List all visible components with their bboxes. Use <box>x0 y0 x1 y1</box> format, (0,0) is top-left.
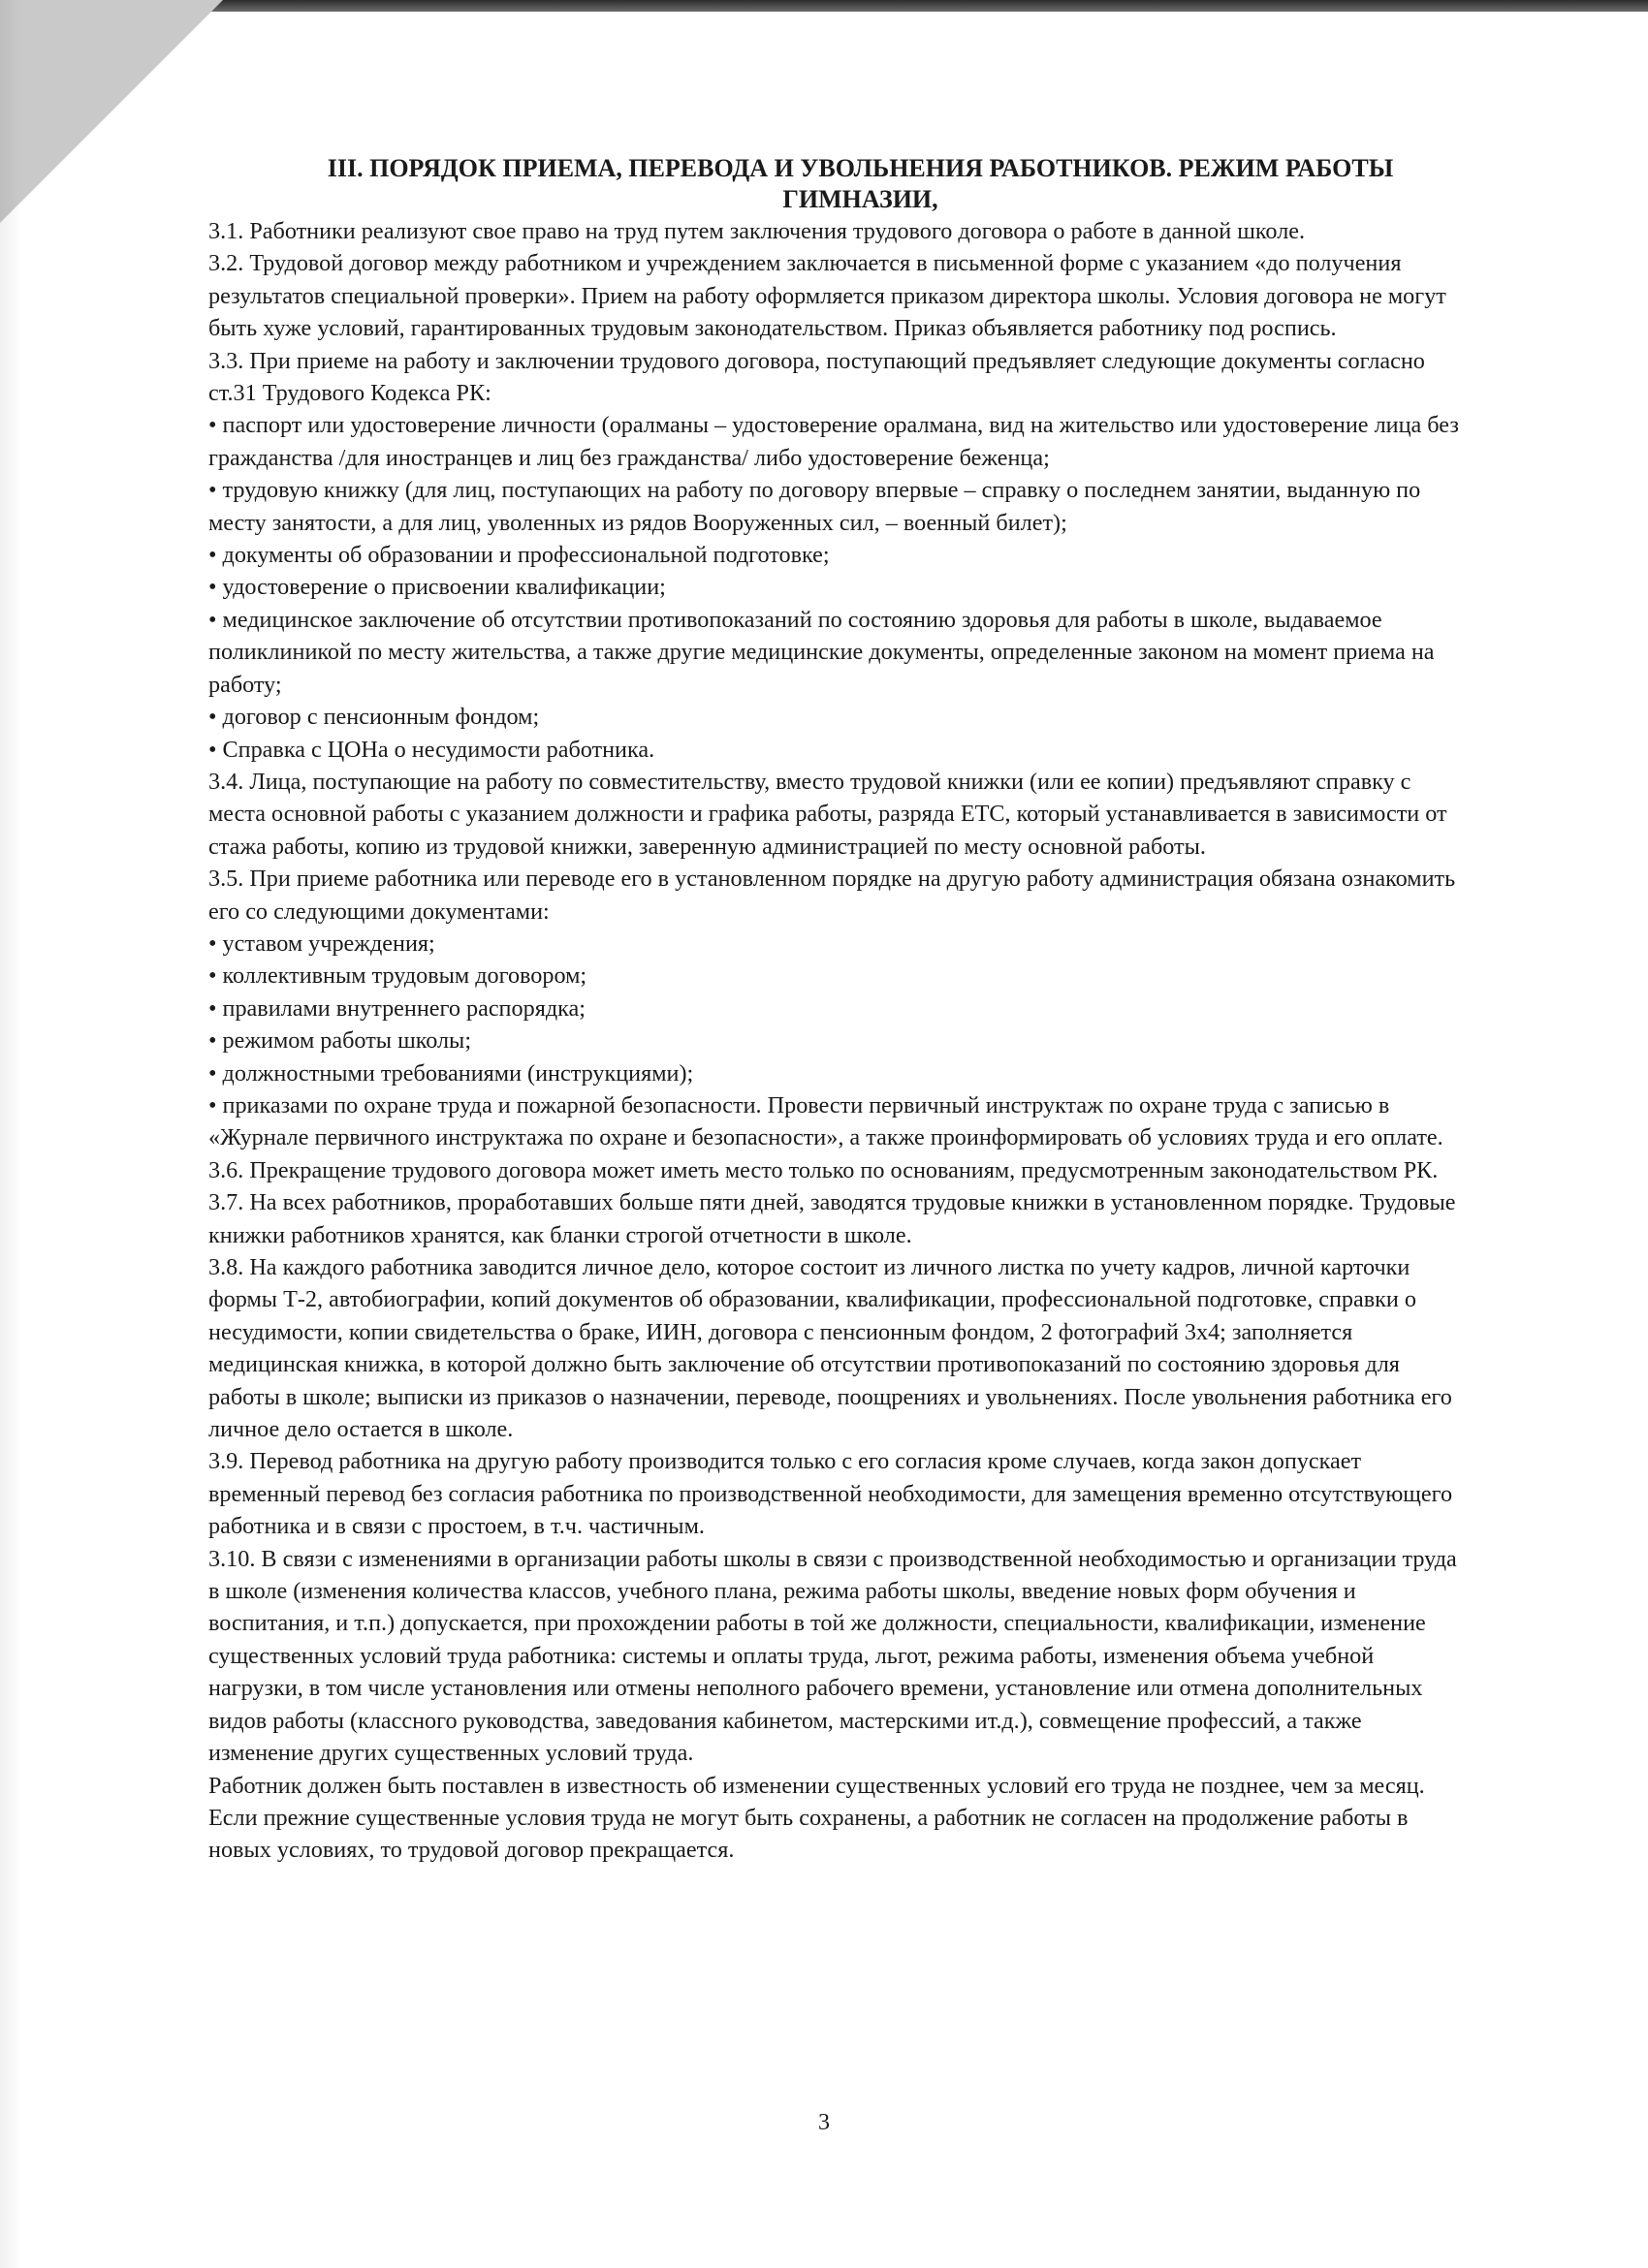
paragraph-notice: Работник должен быть поставлен в известность об изменении существенных условий его труда не позднее, чем за месяц. Если прежние существенные условия труда не могут быть сохранены, а работник не согласен на продолжение работы в новых условиях, то трудовой договор прекращается. <box>208 1772 1425 1864</box>
paragraph-3-4: 3.4. Лица, поступающие на работу по совместительству, вместо трудовой книжки (или ее копии) предъявляют справку с места основной работы с указанием должности и графика работы, разряда ЕТС, который устанавливается в зависимости от стажа работы, копию из трудовой книжки, заверенную администрацией по месту основной работы. <box>208 768 1447 860</box>
list-item-collective-agreement: • коллективным трудовым договором; <box>208 962 587 990</box>
list-item-internal-rules: • правилами внутреннего распорядка; <box>208 994 586 1022</box>
paragraph-3-8: 3.8. На каждого работника заводится личное дело, которое состоит из личного листка по учету кадров, личной карточки формы Т-2, автобиографии, копий документов об образовании, квалификации, профессиональной подготовке, справки о несудимости, копии свидетельства о браке, ИИН, договора с пенсионным фондом, 2 фотографий 3х4; заполняется медицинская книжка, в которой должно быть заключение об отсутствии противопоказаний по состоянию здоровья для работы в школе; выписки из приказов о назначении, переводе, поощрениях и увольнениях. После увольнения работника его личное дело остается в школе. <box>208 1254 1452 1443</box>
folded-corner <box>0 0 223 223</box>
paragraph-3-9: 3.9. Перевод работника на другую работу производится только с его согласия кроме случаев, когда закон допускает временный перевод без согласия работника по производственной необходимости, для замещения временно отсутствующего работника и в связи с простоем, в т.ч. частичным. <box>208 1448 1453 1540</box>
document-page <box>208 153 1464 1867</box>
scan-edge <box>0 0 1648 12</box>
list-item-charter: • уставом учреждения; <box>208 929 435 957</box>
list-item-passport: • паспорт или удостоверение личности (оралманы – удостоверение оралмана, вид на жительство или удостоверение лица без гражданства /для иностранцев и лиц без гражданства/ либо удостоверение беженца; <box>208 412 1459 471</box>
list-item-safety-orders: • приказами по охране труда и пожарной безопасности. Провести первичный инструктаж по охране труда с записью в «Журнале первичного инструктажа по охране и безопасности», а также проинформировать об условиях труда и его оплате. <box>208 1091 1443 1151</box>
paragraph-3-2: 3.2. Трудовой договор между работником и учреждением заключается в письменной форме с указанием «до получения результатов специальной проверки». Прием на работу оформляется приказом директора школы. Условия договора не могут быть хуже условий, гарантированных трудовым законодательством. Приказ объявляется работнику под роспись. <box>208 250 1446 342</box>
section-title: III. ПОРЯДОК ПРИЕМА, ПЕРЕВОДА И УВОЛЬНЕНИЯ РАБОТНИКОВ. РЕЖИМ РАБОТЫ ГИМНАЗИИ, <box>327 154 1394 213</box>
list-item-school-schedule: • режимом работы школы; <box>208 1027 472 1055</box>
page-shadow <box>0 0 21 2268</box>
list-item-pension: • договор с пенсионным фондом; <box>208 704 540 731</box>
list-item-medical: • медицинское заключение об отсутствии противопоказаний по состоянию здоровья для работы в школе, выдаваемое поликлиникой по месту жительства, а также другие медицинские документы, определенные законом на момент приема на работу; <box>208 606 1435 698</box>
list-item-education: • документы об образовании и профессиональной подготовке; <box>208 542 830 569</box>
list-item-work-book: • трудовую книжку (для лиц, поступающих на работу по договору впервые – справку о последнем занятии, выданную по месту занятости, а для лиц, уволенных из рядов Вооруженных сил, – военный билет); <box>208 477 1421 536</box>
paragraph-3-3: 3.3. При приеме на работу и заключении трудового договора, поступающий предъявляет следующие документы согласно ст.31 Трудового Кодекса РК: <box>208 347 1425 407</box>
list-item-certificate: • Справка с ЦОНа о несудимости работника. <box>208 736 655 763</box>
page-number: 3 <box>818 2110 830 2135</box>
paragraph-3-7: 3.7. На всех работников, проработавших больше пяти дней, заводятся трудовые книжки в установленном порядке. Трудовые книжки работников хранятся, как бланки строгой отчетности в школе. <box>208 1189 1456 1248</box>
paragraph-3-6: 3.6. Прекращение трудового договора может иметь место только по основаниям, предусмотренным законодательством РК. <box>208 1156 1439 1183</box>
list-item-job-requirements: • должностными требованиями (инструкциями); <box>208 1059 694 1087</box>
list-item-qualification: • удостоверение о присвоении квалификации; <box>208 574 666 601</box>
paragraph-3-5: 3.5. При приеме работника или переводе его в установленном порядке на другую работу администрация обязана ознакомить его со следующими документами: <box>208 866 1456 925</box>
paragraph-3-10: 3.10. В связи с изменениями в организации работы школы в связи с производственной необходимостью и организации труда в школе (изменения количества классов, учебного плана, режима работы школы, введение новых форм обучения и воспитания, и т.п.) допускается, при прохождении работы в той же должности, специальности, квалификации, изменение существенных условий труда работника: системы и оплаты труда, льгот, режима работы, изменения объема учебной нагрузки, в том числе установления или отмены неполного рабочего времени, установление или отмена дополнительных видов работы (классного руководства, заведования кабинетом, мастерскими ит.д.), совмещение профессий, а также изменение других существенных условий труда. <box>208 1545 1457 1767</box>
paragraph-3-1: 3.1. Работники реализуют свое право на труд путем заключения трудового договора о работе в данной школе. <box>208 218 1306 244</box>
